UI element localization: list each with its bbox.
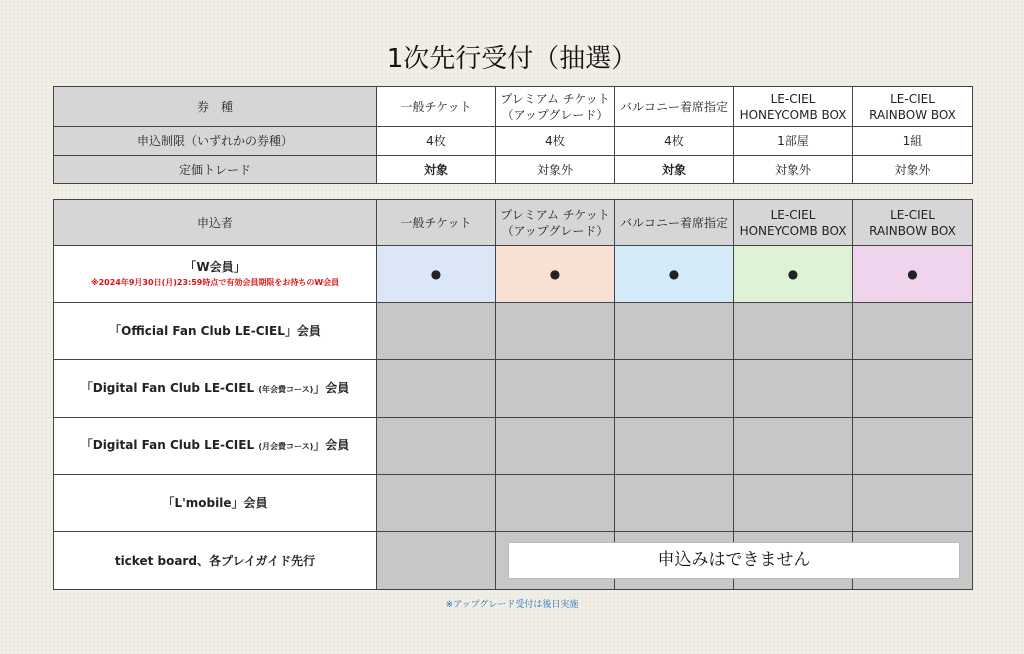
unavailable-cell [377,532,496,590]
unavailable-cell [853,475,973,532]
upgrade-footnote: ※アップグレード受付は後日実施 [445,600,579,610]
table1-header-row [54,87,973,127]
page-title: 1次先行受付（抽選） [386,44,638,74]
unavailable-cell [496,303,615,360]
official-fc-label: 「Official Fan Club LE-CIEL」会員 [54,303,377,360]
digital-fc-annual-row [54,360,973,418]
lmobile-label: 「L'mobile」会員 [54,475,377,532]
official-fc-row [54,303,973,360]
col-balcony-seat: バルコニー着席指定 [615,87,734,127]
unavailable-cell [496,475,615,532]
cell-value: 1部屋 [734,127,853,156]
cell-value: 対象外 [496,156,615,184]
unavailable-cell [734,475,853,532]
unavailable-cell [377,360,496,418]
col-rainbow-box: LE-CIEL RAINBOW BOX [853,87,973,127]
col-general-ticket: 一般チケット [377,87,496,127]
lmobile-row [54,475,973,532]
unavailable-cell [377,475,496,532]
cell-value: 4枚 [615,127,734,156]
w-member-row [54,246,973,303]
application-limit-row [54,127,973,156]
cell-value: 対象外 [853,156,973,184]
available-mark: ● [853,246,973,303]
unavailable-cell [615,360,734,418]
applicant-header: 申込者 [54,200,377,246]
cell-value: 4枚 [377,127,496,156]
w-member-label: 「W会員」 ※2024年9月30日(月)23:59時点で有効会員期限をお持ちのW会員 [54,246,377,303]
cell-value: 4枚 [496,127,615,156]
col-honeycomb-box: LE-CIEL HONEYCOMB BOX [734,200,853,246]
available-mark: ● [377,246,496,303]
ticket-type-table [53,86,973,184]
digital-fc-monthly-label: 「Digital Fan Club LE-CIEL (月会費コース)」会員 [54,418,377,475]
unavailable-cell [853,360,973,418]
col-honeycomb-box: LE-CIEL HONEYCOMB BOX [734,87,853,127]
unavailable-cell [853,303,973,360]
available-mark: ● [615,246,734,303]
unavailable-cell [615,418,734,475]
unavailable-cell [615,303,734,360]
available-mark: ● [734,246,853,303]
col-premium-ticket: プレミアム チケット （アップグレード） [496,200,615,246]
col-general-ticket: 一般チケット [377,200,496,246]
digital-fc-annual-label: 「Digital Fan Club LE-CIEL (年会費コース)」会員 [54,360,377,418]
row-label: 定価トレード [54,156,377,184]
cell-value: 対象外 [734,156,853,184]
cell-value: 1組 [853,127,973,156]
unavailable-cell [734,360,853,418]
cell-value: 対象 [377,156,496,184]
price-trade-row [54,156,973,184]
ticket-type-header: 券 種 [54,87,377,127]
ticketboard-label: ticket board、各プレイガイド先行 [54,532,377,590]
unavailable-cell [377,418,496,475]
digital-fc-monthly-row [54,418,973,475]
available-mark: ● [496,246,615,303]
col-balcony-seat: バルコニー着席指定 [615,200,734,246]
col-rainbow-box: LE-CIEL RAINBOW BOX [853,200,973,246]
unavailable-cell [496,360,615,418]
w-member-note: ※2024年9月30日(月)23:59時点で有効会員期限をお持ちのW会員 [90,278,340,287]
col-premium-ticket: プレミアム チケット （アップグレード） [496,87,615,127]
unavailable-cell [853,418,973,475]
applicant-table [53,199,973,590]
unavailable-cell [615,475,734,532]
cell-value: 対象 [615,156,734,184]
table2-header-row [54,200,973,246]
unavailable-cell [377,303,496,360]
not-available-banner: 申込みはできません [508,542,960,579]
unavailable-cell [496,418,615,475]
unavailable-cell [734,418,853,475]
unavailable-cell [734,303,853,360]
row-label: 申込制限（いずれかの券種） [54,127,377,156]
